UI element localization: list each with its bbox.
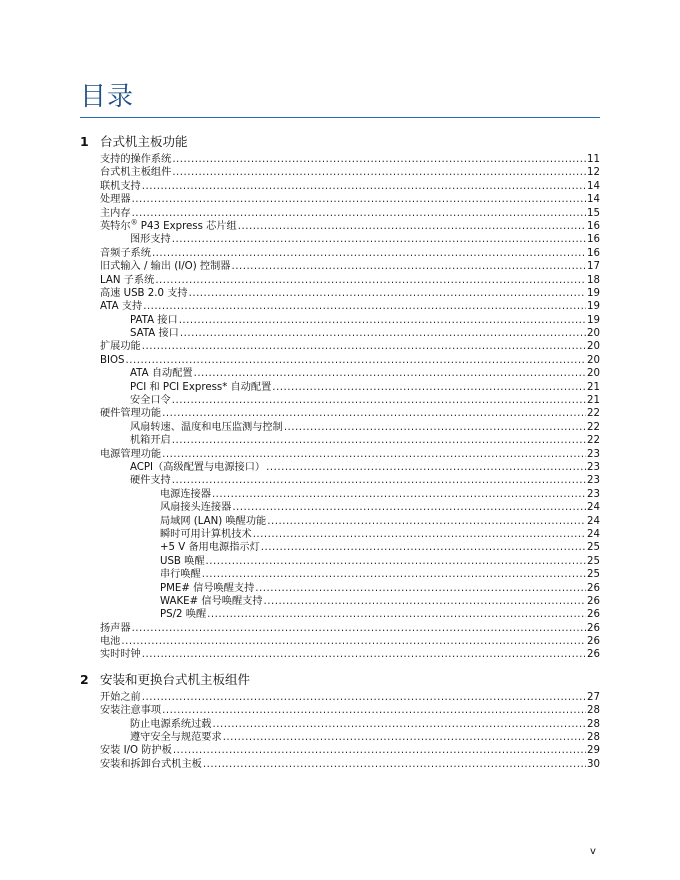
- toc-entry[interactable]: [80, 354, 600, 367]
- toc-entry-text: 风扇接头连接器: [160, 502, 232, 514]
- toc-entry-page: 19: [587, 287, 600, 299]
- toc-entry-label: [100, 622, 131, 635]
- toc-entry[interactable]: [80, 731, 600, 744]
- toc-entry-text: 电源连接器: [160, 488, 211, 500]
- toc-entry-text: PATA 接口: [130, 314, 178, 326]
- dot-leader: [272, 381, 586, 394]
- toc-entry-text: 安装 I/O 防护板: [100, 745, 172, 757]
- toc-chapter[interactable]: [80, 670, 600, 690]
- toc-entry-label: [100, 274, 154, 287]
- toc-entry[interactable]: [80, 367, 600, 380]
- toc-entry-text: 硬件支持: [130, 475, 171, 487]
- toc-entry-label: [160, 555, 205, 568]
- toc-entry-text: PCI 和 PCI Express* 自动配置: [130, 381, 272, 393]
- dot-leader: [125, 354, 586, 367]
- toc-entry-page: 26: [587, 636, 600, 648]
- toc-entry-label: [130, 474, 171, 487]
- toc-entry-page: 24: [587, 502, 600, 514]
- toc-entry-text: 英特尔: [100, 220, 131, 232]
- toc-entry-label: [100, 635, 120, 648]
- toc-entry-page: 21: [587, 395, 600, 407]
- dot-leader: [172, 394, 586, 407]
- toc-entry-page: 23: [587, 448, 600, 460]
- toc-entry-text: LAN 子系统: [100, 274, 155, 286]
- toc-entry[interactable]: [80, 622, 600, 635]
- toc-entry-text: 防止电源系统过载: [130, 718, 212, 730]
- dot-leader: [121, 635, 586, 648]
- dot-leader: [172, 474, 586, 487]
- dot-leader: [162, 448, 586, 461]
- toc-entry[interactable]: [80, 758, 600, 771]
- toc-entry-page: 26: [587, 582, 600, 594]
- toc-entry-page: 16: [587, 247, 600, 259]
- toc-entry-label: [100, 704, 161, 717]
- toc-entry-page: 29: [587, 745, 600, 757]
- dot-leader: [152, 247, 586, 260]
- dot-leader: [238, 220, 586, 233]
- toc-entry-page: 25: [587, 555, 600, 567]
- dot-leader: [143, 300, 586, 313]
- dot-leader: [189, 287, 586, 300]
- toc-entry-text: PS/2 唤醒: [160, 609, 207, 621]
- toc-entry-text: 瞬时可用计算机技术: [160, 528, 252, 540]
- toc-entry-page: 23: [587, 461, 600, 473]
- toc-entry-label: [100, 207, 131, 220]
- toc-entry-label: [130, 314, 178, 327]
- toc-entry-label: [100, 166, 171, 179]
- toc-entry[interactable]: [80, 744, 600, 757]
- toc-entry-text: 扩展功能: [100, 341, 141, 353]
- toc-entry-text: WAKE# 信号唤醒支持: [160, 595, 263, 607]
- toc-entry[interactable]: [80, 648, 600, 661]
- dot-leader: [203, 758, 586, 771]
- toc-entry-label: [100, 260, 230, 273]
- toc-entry-text: BIOS: [100, 354, 125, 366]
- toc-entry-page: 15: [587, 207, 600, 219]
- toc-entry[interactable]: [80, 691, 600, 704]
- toc-entry-text: 电池: [100, 636, 121, 648]
- toc-entry-label: [160, 528, 252, 541]
- toc-entry-text: 台式机主板组件: [100, 167, 172, 179]
- toc-entry-label: [160, 568, 201, 581]
- toc-entry[interactable]: [80, 541, 600, 554]
- toc-entry[interactable]: [80, 340, 600, 353]
- toc-entry-text: 风扇转速、温度和电压监测与控制: [130, 421, 283, 433]
- dot-leader: [132, 622, 586, 635]
- toc-entry-text: 支持的操作系统: [100, 154, 172, 165]
- dot-leader: [155, 274, 586, 287]
- toc-entry[interactable]: [80, 220, 600, 233]
- toc-entry-text: ATA 支持: [100, 301, 143, 313]
- dot-leader: [172, 166, 586, 179]
- toc-entry-page: 28: [587, 705, 600, 717]
- dot-leader: [206, 555, 587, 568]
- toc-entry-label: [100, 691, 141, 704]
- toc-entry-label: [100, 354, 124, 367]
- toc-entry-label: [130, 233, 171, 246]
- toc-entry-page: 25: [587, 569, 600, 581]
- dot-leader: [264, 595, 587, 608]
- dot-leader: [132, 193, 586, 206]
- toc-entry-text-rest: P43 Express 芯片组: [137, 220, 237, 232]
- toc-entry-label: [100, 758, 202, 771]
- toc-entry[interactable]: [80, 274, 600, 287]
- dot-leader: [132, 207, 586, 220]
- toc-entry-page: 22: [587, 408, 600, 420]
- toc-entry-label: [130, 421, 283, 434]
- toc-entry-page: 14: [587, 180, 600, 192]
- toc-entry-text: 安装和拆卸台式机主板: [100, 758, 202, 770]
- toc-entry-page: 23: [587, 475, 600, 487]
- toc-entry-page: 20: [587, 328, 600, 340]
- toc-entry-text: 高速 USB 2.0 支持: [100, 287, 188, 299]
- toc-entry-label: [100, 407, 161, 420]
- toc-entry-label: [130, 434, 171, 447]
- dot-leader: [223, 731, 586, 744]
- toc-entry-label: [160, 501, 231, 514]
- dot-leader: [172, 153, 586, 166]
- toc-entry-text: 开始之前: [100, 691, 141, 703]
- dot-leader: [142, 648, 586, 661]
- toc-entry[interactable]: [80, 718, 600, 731]
- toc-entry-text: PME# 信号唤醒支持: [160, 582, 255, 594]
- toc-entry-text: USB 唤醒: [160, 555, 205, 567]
- toc-entry-page: 28: [587, 718, 600, 730]
- toc-entry[interactable]: [80, 233, 600, 246]
- toc-entry-label: [100, 153, 171, 166]
- toc-entry-label: [160, 582, 254, 595]
- toc-entry[interactable]: [80, 327, 600, 340]
- dot-leader: [172, 233, 586, 246]
- toc-entry-text: 安装注意事项: [100, 705, 162, 717]
- toc-entry-label: [100, 448, 161, 461]
- toc-entry-label: [160, 541, 260, 554]
- toc-entry-text: 实时时钟: [100, 649, 141, 661]
- toc-entry-page: 20: [587, 354, 600, 366]
- toc-entry-label: [130, 394, 171, 407]
- toc-entry-text: 旧式输入 / 输出 (I/O) 控制器: [100, 261, 231, 273]
- dot-leader: [180, 327, 586, 340]
- toc-entry-page: 14: [587, 194, 600, 206]
- toc-entry-text: ACPI（高级配置与电源接口）: [130, 461, 266, 473]
- table-of-contents: [80, 130, 600, 771]
- toc-entry-label: [100, 287, 188, 300]
- dot-leader: [202, 568, 586, 581]
- chapter-title: 台式机主板功能: [100, 134, 188, 149]
- toc-entry[interactable]: [80, 166, 600, 179]
- toc-entry[interactable]: [80, 247, 600, 260]
- dot-leader: [207, 608, 586, 621]
- toc-entry-label: [160, 488, 211, 501]
- toc-entry[interactable]: [80, 488, 600, 501]
- toc-entry-page: 19: [587, 301, 600, 313]
- toc-entry-label: [100, 648, 141, 661]
- toc-entry-page: 24: [587, 528, 600, 540]
- dot-leader: [142, 180, 586, 193]
- dot-leader: [162, 407, 586, 420]
- toc-entry-text: 串行唤醒: [160, 569, 201, 581]
- toc-entry[interactable]: [80, 193, 600, 206]
- toc-entry-page: 28: [587, 732, 600, 744]
- toc-entry[interactable]: [80, 180, 600, 193]
- toc-entry-text: ATA 自动配置: [130, 368, 193, 380]
- toc-entry-label: [100, 247, 151, 260]
- toc-entry-label: [130, 367, 193, 380]
- toc-entry-text: 扬声器: [100, 622, 131, 634]
- toc-entry-label: [100, 220, 237, 233]
- toc-entry[interactable]: [80, 260, 600, 273]
- toc-entry[interactable]: [80, 153, 600, 166]
- toc-entry[interactable]: [80, 501, 600, 514]
- toc-entry-text: SATA 接口: [130, 328, 179, 340]
- toc-entry[interactable]: [80, 287, 600, 300]
- toc-entry[interactable]: [80, 448, 600, 461]
- toc-entry[interactable]: [80, 555, 600, 568]
- toc-entry-text: 机箱开启: [130, 435, 171, 447]
- toc-entry-page: 27: [587, 691, 600, 703]
- toc-entry[interactable]: [80, 434, 600, 447]
- toc-entry[interactable]: [80, 582, 600, 595]
- toc-entry-label: [100, 180, 141, 193]
- toc-entry[interactable]: [80, 528, 600, 541]
- chapter-number: 1: [80, 134, 89, 149]
- toc-entry[interactable]: [80, 474, 600, 487]
- toc-entry-page: 20: [587, 341, 600, 353]
- dot-leader: [255, 582, 586, 595]
- toc-entry-page: 16: [587, 220, 600, 232]
- toc-chapter[interactable]: [80, 132, 600, 152]
- toc-entry-text: 硬件管理功能: [100, 408, 162, 420]
- dot-leader: [284, 421, 586, 434]
- toc-entry-label: [130, 461, 265, 474]
- toc-entry[interactable]: [80, 704, 600, 717]
- dot-leader: [162, 704, 586, 717]
- toc-entry-page: 18: [587, 274, 600, 286]
- toc-entry-page: 26: [587, 609, 600, 621]
- toc-entry-label: [130, 327, 179, 340]
- dot-leader: [261, 541, 586, 554]
- dot-leader: [142, 340, 586, 353]
- toc-entry[interactable]: [80, 314, 600, 327]
- toc-entry-page: 24: [587, 515, 600, 527]
- toc-entry-label: [130, 731, 222, 744]
- toc-entry-page: 30: [587, 758, 600, 770]
- dot-leader: [179, 314, 586, 327]
- toc-entry-text: 音频子系统: [100, 247, 151, 259]
- toc-entry[interactable]: [80, 515, 600, 528]
- toc-entry-page: 26: [587, 622, 600, 634]
- toc-entry-page: 12: [587, 167, 600, 179]
- title-divider: [80, 117, 600, 118]
- toc-entry[interactable]: [80, 300, 600, 313]
- toc-entry-page: 22: [587, 435, 600, 447]
- toc-entry-label: [160, 595, 263, 608]
- toc-entry-text: 遵守安全与规范要求: [130, 732, 222, 744]
- toc-entry-text: 图形支持: [130, 234, 171, 246]
- toc-entry-text: 局域网 (LAN) 唤醒功能: [160, 515, 267, 527]
- toc-entry-text: 联机支持: [100, 180, 141, 192]
- toc-entry-page: 25: [587, 542, 600, 554]
- dot-leader: [173, 744, 586, 757]
- toc-entry-label: [100, 193, 131, 206]
- toc-entry-label: [100, 340, 141, 353]
- toc-entry[interactable]: [80, 595, 600, 608]
- toc-entry[interactable]: [80, 635, 600, 648]
- toc-entry-text: 主内存: [100, 207, 131, 219]
- dot-leader: [231, 260, 586, 273]
- dot-leader: [232, 501, 586, 514]
- toc-entry-page: 26: [587, 649, 600, 661]
- toc-entry-label: [130, 718, 212, 731]
- toc-entry[interactable]: [80, 407, 600, 420]
- dot-leader: [212, 488, 586, 501]
- dot-leader: [253, 528, 586, 541]
- toc-entry[interactable]: [80, 381, 600, 394]
- chapter-number: 2: [80, 671, 89, 687]
- toc-entry-text: +5 V 备用电源指示灯: [160, 542, 260, 554]
- toc-entry-page: 16: [587, 234, 600, 246]
- toc-entry-label: [130, 381, 271, 394]
- toc-entry[interactable]: [80, 568, 600, 581]
- toc-entry[interactable]: [80, 207, 600, 220]
- page-title: 目录: [80, 82, 135, 112]
- toc-entry-page: 19: [587, 314, 600, 326]
- dot-leader: [194, 367, 586, 380]
- registered-mark: ®: [130, 218, 138, 227]
- dot-leader: [267, 515, 586, 528]
- toc-entry[interactable]: [80, 421, 600, 434]
- toc-entry-page: 23: [587, 488, 600, 500]
- toc-entry-page: 22: [587, 421, 600, 433]
- toc-entry-label: [160, 515, 266, 528]
- toc-entry[interactable]: [80, 461, 600, 474]
- toc-entry-page: 11: [587, 154, 600, 165]
- toc-entry-label: [100, 300, 142, 313]
- toc-entry-page: 21: [587, 381, 600, 393]
- dot-leader: [213, 718, 587, 731]
- dot-leader: [142, 691, 586, 704]
- toc-entry-text: 处理器: [100, 194, 131, 206]
- toc-entry-label: [100, 744, 172, 757]
- dot-leader: [266, 461, 586, 474]
- dot-leader: [172, 434, 586, 447]
- page-number: v: [590, 846, 596, 857]
- toc-entry-page: 17: [587, 261, 600, 273]
- toc-entry[interactable]: [80, 608, 600, 621]
- toc-entry-text: 安全口令: [130, 395, 171, 407]
- toc-entry-label: [160, 608, 206, 621]
- toc-entry-text: 电源管理功能: [100, 448, 162, 460]
- toc-entry[interactable]: [80, 394, 600, 407]
- toc-entry-page: 26: [587, 595, 600, 607]
- toc-entry-page: 20: [587, 368, 600, 380]
- chapter-title: 安装和更换台式机主板组件: [100, 671, 251, 687]
